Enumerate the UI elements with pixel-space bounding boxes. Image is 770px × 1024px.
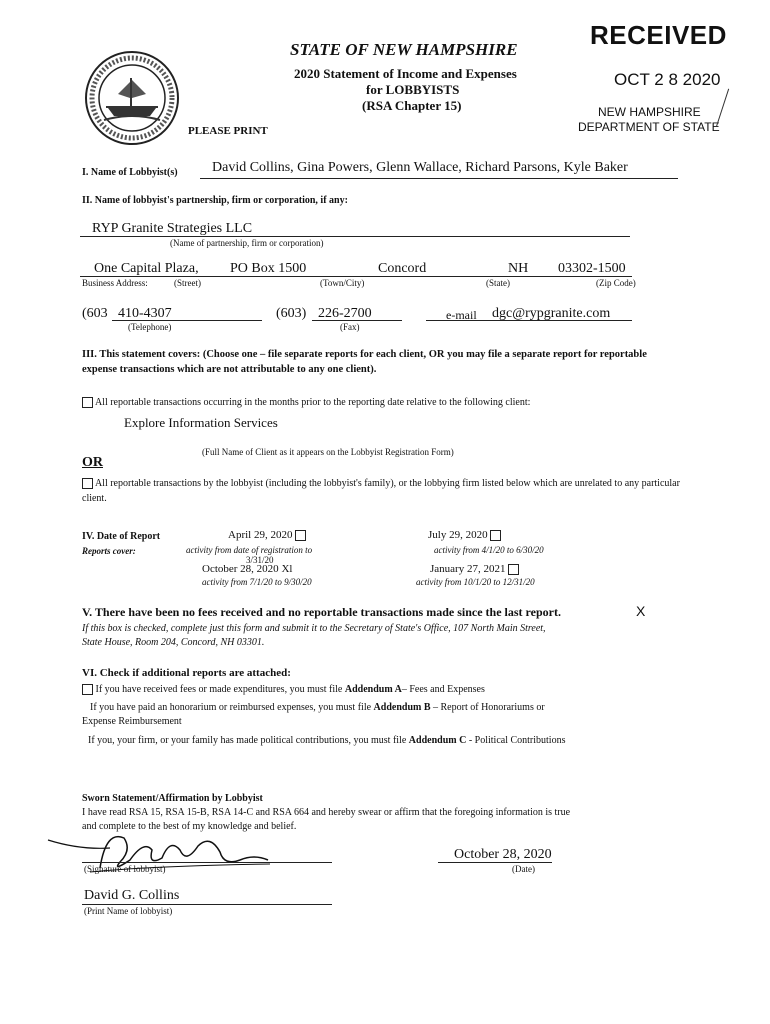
address-city[interactable]: Concord [378,261,427,276]
no-fees-statement: V. There have been no fees received and no reportable transactions made since the last report. [82,605,561,619]
report-date-july-text: July 29, 2020 [428,529,488,541]
phone-number[interactable]: 410-4307 [118,306,172,321]
addendum-a-desc: – Fees and Expenses [401,684,485,695]
addendum-b-desc: – Report of Honorariums or [433,702,545,713]
report-date-january[interactable] [430,563,519,575]
coverage-heading: III. This statement covers: (Choose one – file separate reports for each client, OR you may file a separate report for reportable expense transactions which are not attributable to any one client). [82,349,647,375]
address-pobox[interactable]: PO Box 1500 [230,261,307,276]
report-date-october[interactable] [202,563,292,575]
form-title: STATE OF NEW HAMPSHIRE [290,40,518,59]
report-date-october-caption: activity from 7/1/20 to 9/30/20 [202,577,312,587]
firm-option[interactable] [82,476,682,506]
addendum-b-text: If you have paid an honorarium or reimbursed expenses, you must file [90,702,372,713]
state-seal [84,50,180,146]
phone-area: (603 [82,306,108,321]
signature-line [82,862,332,863]
addendum-a-checkbox[interactable] [82,684,93,695]
report-date-july-caption: activity from 4/1/20 to 6/30/20 [434,545,544,555]
report-date-july[interactable] [428,529,501,541]
report-date-april[interactable] [228,529,306,541]
addendum-c-desc: - Political Contributions [468,735,566,746]
stamp-dept-line2: DEPARTMENT OF STATE [578,120,720,134]
addendum-heading: VI. Check if additional reports are attached: [82,667,291,679]
client-caption: (Full Name of Client as it appears on the Lobbyist Registration Form) [202,447,454,457]
caption-business-address: Business Address: [82,278,148,288]
sworn-text-2: and complete to the best of my knowledge and belief. [82,821,297,832]
phone-line [112,320,262,321]
printed-name[interactable]: David G. Collins [84,888,180,903]
firm-option-text: All reportable transactions by the lobbyist (including the lobbyist's family), or the lobbying firm listed below which are unrelated to any particular client. [82,478,680,504]
firm-caption: (Name of partnership, firm or corporation) [170,238,324,248]
address-line [80,276,632,277]
firm-name[interactable]: RYP Granite Strategies LLC [92,221,253,236]
addendum-b-desc-2: Expense Reimbursement [82,716,182,727]
or-label: OR [82,455,103,470]
report-date-october-mark[interactable]: Xl [281,563,293,575]
report-date-label: IV. Date of Report [82,531,161,542]
caption-street: (Street) [174,278,201,288]
report-date-april-checkbox[interactable] [295,530,306,541]
report-date-april-text: April 29, 2020 [228,529,293,541]
addendum-a-text: If you have received fees or made expenditures, you must file [95,684,343,695]
lobbyist-names[interactable]: David Collins, Gina Powers, Glenn Wallace, Richard Parsons, Kyle Baker [212,160,628,175]
form-subtitle-1: 2020 Statement of Income and Expenses [294,66,517,81]
client-option-text: All reportable transactions occurring in the months prior to the reporting date relative to the following client: [94,397,531,408]
caption-state: (State) [486,278,510,288]
lobbyist-name-line [200,178,678,179]
address-street[interactable]: One Capital Plaza, [94,261,199,276]
caption-telephone: (Telephone) [128,322,172,332]
client-option-checkbox[interactable] [82,397,93,408]
report-date-july-checkbox[interactable] [490,530,501,541]
address-zip[interactable]: 03302-1500 [558,261,626,276]
caption-fax: (Fax) [340,322,360,332]
client-name[interactable]: Explore Information Services [124,415,278,430]
report-date-january-checkbox[interactable] [508,564,519,575]
caption-town: (Town/City) [320,278,365,288]
firm-option-checkbox[interactable] [82,478,93,489]
addendum-a-name: Addendum A [344,684,402,695]
addendum-c-text: If you, your firm, or your family has made political contributions, you must file [88,735,407,746]
addendum-a-row[interactable] [82,684,485,695]
printed-name-caption: (Print Name of lobbyist) [84,906,173,916]
no-fees-check-mark[interactable]: X [636,603,646,619]
fax-number[interactable]: 226-2700 [318,306,372,321]
signature-date[interactable]: October 28, 2020 [454,847,552,862]
stamp-dept-line1: NEW HAMPSHIRE [598,105,701,119]
email-label: e-mail [446,308,477,322]
addendum-c-row[interactable] [88,735,565,746]
sworn-text-1: I have read RSA 15, RSA 15-B, RSA 14-C and RSA 664 and hereby swear or affirm that the foregoing information is true [82,807,571,818]
signature-caption: (Signature of lobbyist) [84,864,166,874]
email-value[interactable]: dgc@rypgranite.com [492,306,611,321]
report-date-april-caption-2: 3/31/20 [246,555,274,565]
fax-line [312,320,402,321]
addendum-c-name: Addendum C [408,735,467,746]
client-option[interactable] [82,397,530,408]
addendum-b-name: Addendum B [373,702,431,713]
address-state[interactable]: NH [508,261,529,276]
report-date-january-caption: activity from 10/1/20 to 12/31/20 [416,577,535,587]
fax-area: (603) [276,306,307,321]
addendum-b-row[interactable] [90,702,545,713]
report-date-january-text: January 27, 2021 [430,563,506,575]
no-fees-note-2: State House, Room 204, Concord, NH 03301. [82,637,265,648]
email-line [426,320,632,321]
report-date-october-text: October 28, 2020 [202,563,279,575]
stamp-mark [716,89,730,128]
reports-cover-label: Reports cover: [82,546,136,556]
firm-line [80,236,630,237]
report-date-april-caption: activity from date of registration to [186,545,313,555]
lobbyist-name-label: I. Name of Lobbyist(s) [82,167,178,178]
firm-label: II. Name of lobbyist's partnership, firm or corporation, if any: [82,195,348,206]
received-stamp-date: OCT 2 8 2020 [614,70,721,89]
form-subtitle-2: for LOBBYISTS [366,82,460,97]
no-fees-note-1: If this box is checked, complete just this form and submit it to the Secretary of State's Office, 107 North Main Street, [82,623,546,634]
date-line [438,862,552,863]
caption-zip: (Zip Code) [596,278,636,288]
date-caption: (Date) [512,864,535,874]
form-subtitle-3: (RSA Chapter 15) [362,98,462,113]
sworn-heading: Sworn Statement/Affirmation by Lobbyist [82,793,263,804]
received-stamp: RECEIVED [590,20,727,50]
printed-name-line [82,904,332,905]
please-print-label: PLEASE PRINT [188,125,268,137]
